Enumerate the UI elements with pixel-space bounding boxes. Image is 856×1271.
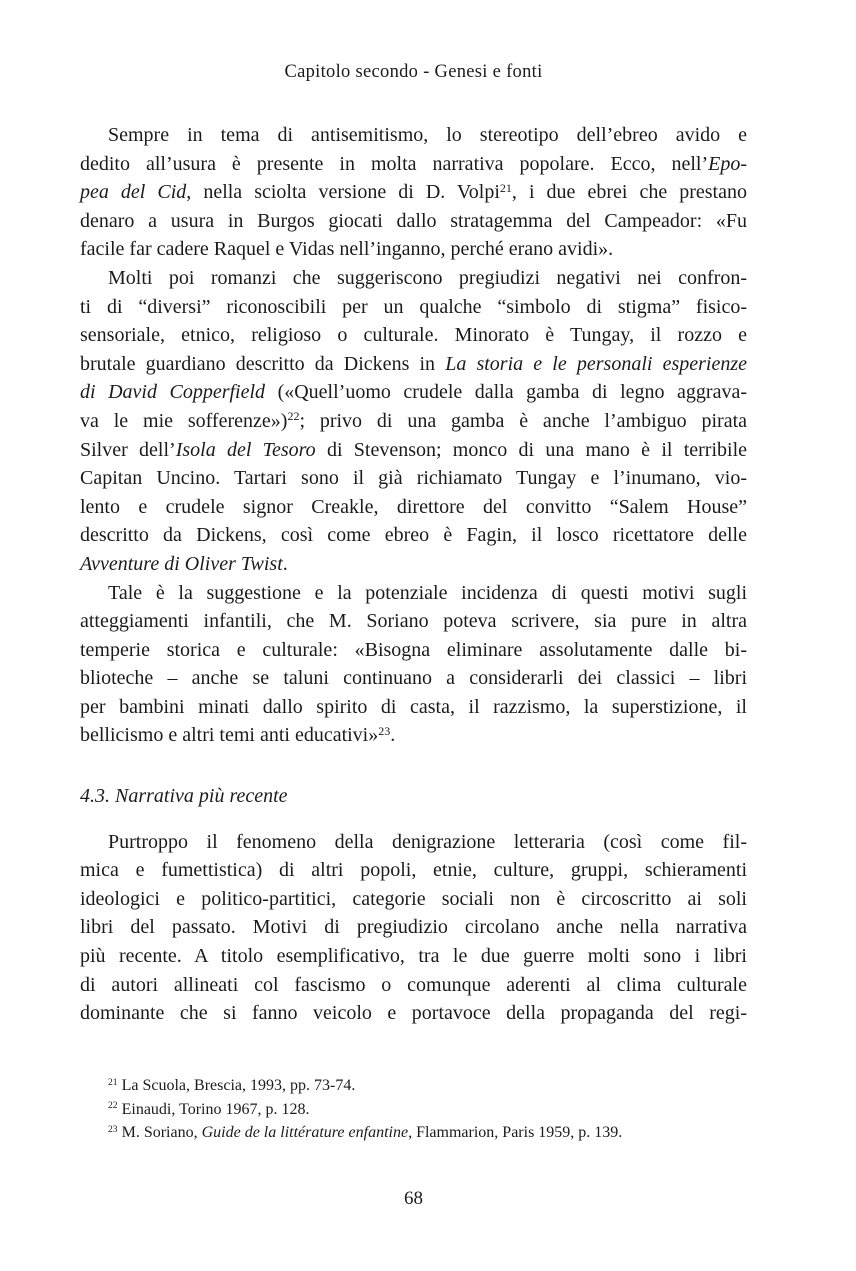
footnote-reference: 21	[499, 180, 512, 195]
text-run: ideologici e politico-partitici, categorie sociali non è circoscritto ai soli	[80, 887, 747, 910]
text-line	[80, 664, 747, 693]
text-run: atteggiamenti infantili, che M. Soriano poteva scrivere, sia pure in altra	[80, 610, 747, 633]
page-number: 68	[404, 1188, 423, 1209]
text-line	[80, 350, 747, 379]
text-line	[80, 493, 747, 522]
text-run: M. Soriano,	[117, 1124, 202, 1141]
text-run: , i due ebrei che prestano	[511, 181, 747, 204]
paragraph	[80, 264, 747, 579]
text-run: Tale è la suggestione e la potenziale incidenza di questi motivi sugli	[108, 581, 747, 604]
italic-text-run: pea del Cid	[80, 181, 187, 204]
footnote-reference: 22	[287, 409, 300, 424]
text-run: Einaudi, Torino 1967, p. 128.	[117, 1100, 310, 1118]
text-line	[80, 579, 747, 608]
text-run: dominante che si fanno veicolo e portavoce della propaganda del regi-	[80, 1002, 747, 1025]
text-line	[80, 607, 747, 636]
text-line	[80, 828, 747, 857]
text-run: facile far cadere Raquel e Vidas nell’inganno, perché erano avidi».	[80, 238, 614, 261]
text-line	[80, 121, 747, 150]
text-run: brutale guardiano descritto da Dickens in	[80, 352, 446, 375]
italic-text-run: Isola del Tesoro	[175, 438, 316, 461]
paragraph	[80, 579, 747, 751]
text-run: bellicismo e altri temi anti educativi»	[80, 724, 379, 747]
text-line	[80, 913, 747, 942]
footnote-reference: 23	[378, 723, 391, 738]
text-line	[80, 999, 747, 1028]
italic-text-run: Avventure di Oliver Twist	[80, 552, 283, 575]
text-run: Purtroppo il fenomeno della denigrazione letteraria (così come fil-	[108, 830, 747, 853]
text-line	[80, 464, 747, 493]
text-line	[80, 636, 747, 665]
text-line	[80, 407, 747, 436]
text-run: va le mie sofferenze»)	[80, 409, 288, 432]
section-heading	[80, 782, 747, 811]
text-run: Molti poi romanzi che suggeriscono pregiudizi negativi nei confron-	[108, 266, 747, 289]
text-run: Silver dell’	[80, 438, 176, 461]
footnote-line	[80, 1121, 747, 1145]
footnote-reference: 23	[108, 1123, 118, 1135]
footnote-line	[80, 1074, 747, 1098]
text-run: mica e fumettistica) di altri popoli, etnie, culture, gruppi, schieramenti	[80, 859, 747, 882]
text-run: .	[390, 724, 396, 747]
italic-text-run: Guide de la littérature enfantine	[201, 1124, 409, 1141]
body-text	[80, 121, 747, 1028]
text-line	[80, 264, 747, 293]
footnote-reference: 21	[108, 1076, 118, 1088]
text-line	[80, 150, 747, 179]
text-run: descritto da Dickens, così come ebreo è Fagin, il losco ricettatore delle	[80, 524, 747, 547]
text-line	[80, 378, 747, 407]
text-line	[80, 436, 747, 465]
text-line	[80, 235, 747, 264]
text-line	[80, 178, 747, 207]
text-run: («Quell’uomo crudele dalla gamba di legno aggrava-	[265, 381, 748, 404]
text-run: , Flammarion, Paris 1959, p. 139.	[408, 1124, 623, 1141]
text-line	[80, 321, 747, 350]
text-run: ; privo di una gamba è anche l’ambiguo pirata	[299, 409, 748, 432]
paragraph	[80, 828, 747, 1028]
running-header: Capitolo secondo - Genesi e fonti	[284, 62, 543, 82]
text-run: sensoriale, etnico, religioso o culturale. Minorato è Tungay, il rozzo e	[80, 324, 747, 347]
text-run: di autori allineati col fascismo o comunque aderenti al clima culturale	[80, 973, 747, 996]
text-run: Sempre in tema di antisemitismo, lo stereotipo dell’ebreo avido e	[108, 124, 747, 146]
text-line	[80, 721, 747, 750]
text-run: .	[282, 552, 288, 575]
text-run: blioteche – anche se taluni continuano a considerarli dei classici – libri	[80, 667, 747, 690]
text-run: Capitan Uncino. Tartari sono il già richiamato Tungay e l’inumano, vio-	[80, 467, 747, 490]
text-line	[80, 971, 747, 1000]
text-run: lento e crudele signor Creakle, direttore del convitto “Salem House”	[80, 495, 747, 518]
text-run: denaro a usura in Burgos giocati dallo stratagemma del Campeador: «Fu	[80, 209, 747, 232]
text-line	[80, 885, 747, 914]
italic-text-run: di David Copperfield	[80, 381, 266, 404]
italic-text-run: Epo-	[708, 152, 747, 175]
footnote-reference: 22	[108, 1100, 118, 1112]
text-run: di Stevenson; monco di una mano è il terribile	[315, 438, 748, 461]
text-line	[80, 856, 747, 885]
italic-text-run: 4.3. Narrativa più recente	[80, 785, 288, 808]
footnotes	[80, 1074, 747, 1145]
text-run: libri del passato. Motivi di pregiudizio circolano anche nella narrativa	[80, 916, 747, 939]
text-run: più recente. A titolo esemplificativo, tra le due guerre molti sono i libri	[80, 945, 747, 968]
text-run: ti di “diversi” riconoscibili per un qualche “simbolo di stigma” fisico-	[80, 295, 747, 318]
text-run: dedito all’usura è presente in molta narrativa popolare. Ecco, nell’	[80, 152, 709, 175]
italic-text-run: La storia e le personali esperienze	[445, 352, 747, 375]
text-run: , nella sciolta versione di D. Volpi	[186, 181, 500, 204]
text-line	[80, 207, 747, 236]
footnote-line	[80, 1098, 747, 1122]
text-line	[80, 293, 747, 322]
text-run: per bambini minati dallo spirito di casta, il razzismo, la superstizione, il	[80, 695, 747, 718]
paragraph	[80, 121, 747, 264]
text-line	[80, 550, 747, 579]
text-line	[80, 693, 747, 722]
text-line	[80, 521, 747, 550]
text-run: temperie storica e culturale: «Bisogna eliminare assolutamente dalle bi-	[80, 638, 747, 661]
text-line	[80, 942, 747, 971]
text-run: La Scuola, Brescia, 1993, pp. 73-74.	[117, 1077, 356, 1094]
